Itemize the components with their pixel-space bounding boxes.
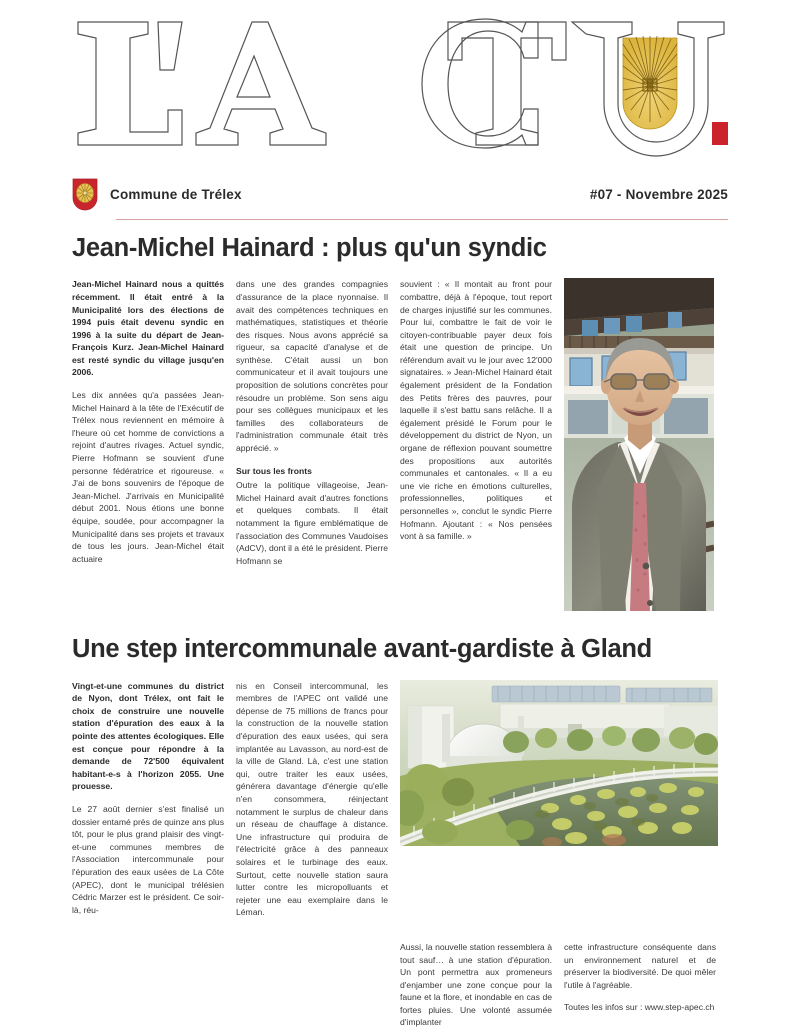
article2-column-3 bbox=[400, 941, 552, 1029]
article1-column-3 bbox=[400, 278, 552, 611]
masthead-period-square bbox=[712, 122, 728, 145]
paragraph: Le 27 août dernier s'est finalisé un dossier entamé près de quinze ans plus tôt, pour le plus grand plaisir des vingt-et-une communes membres de l'Association intercommunale pour l'épuration des eaux usées de La Côte (APEC), dont le municipal trélésien Cédric Marzer est le président. Ce soir-là, réu- bbox=[72, 803, 224, 915]
article2-column-4 bbox=[564, 941, 716, 1029]
article2-spacer-1 bbox=[72, 941, 224, 1029]
paragraph-lead: Vingt-et-une communes du district de Nyon, dont Trélex, ont fait le choix de construire une nouvelle station d'épuration des eaux à la pointe des attentes écologiques. Elle est conçue pour répondre à la demande de 72'500 équivalent habitant-e-s à l'horizon 2055. Une prouesse. bbox=[72, 680, 224, 792]
portrait-jean-michel-hainard bbox=[564, 278, 714, 611]
commune-name: Commune de Trélex bbox=[110, 186, 242, 202]
masthead bbox=[72, 0, 728, 168]
article-hainard bbox=[72, 220, 728, 611]
paragraph: cette infrastructure conséquente dans un environnement naturel et de préserver la biodiversité. De quoi mêler l'utile à l'agréable. bbox=[564, 941, 716, 990]
paragraph: Les dix années qu'a passées Jean-Michel Hainard à la tête de l'Exécutif de Trélex nous reviennent en mémoire à l'heure où cet homme de convictions a rejoint d'autres rivages. Actuel syndic, Pierre Hofmann se souvient d'une personne fédératrice et rigoureuse. « J'ai de bons souvenirs de l'époque de Jean-Michel. J'arrivais en Municipalité début 2001. Nous étions une bonne équipe, soudée, pour accompagner la Municipalité dans ses projets et travaux de tous les jours. Jean-Michel était actuaire bbox=[72, 390, 224, 564]
article-title-step-gland: Une step intercommunale avant-gardiste à Gland bbox=[72, 635, 652, 664]
article-step-gland bbox=[72, 611, 728, 1029]
article2-column-2 bbox=[236, 680, 388, 929]
footer-link[interactable]: Toutes les infos sur : www.step-apec.ch bbox=[564, 1002, 715, 1013]
header-bar bbox=[72, 168, 728, 220]
article1-column-1 bbox=[72, 278, 224, 611]
paragraph: Aussi, la nouvelle station ressemblera à tout sauf… à une station d'épuration. Un pont permettra aux promeneurs d'enjamber une zone conçue pour la faune et la flore, et inondable en cas de fortes pluies. Une volonté assumée d'implanter bbox=[400, 941, 552, 1028]
paragraph: Outre la politique villageoise, Jean-Michel Hainard avait d'autres fonctions et quelques combats. Il était notamment la figure emblématique de l'association des Communes Vaudoises (AdCV), dont il a été le président. Pierre Hofmann se bbox=[236, 480, 388, 566]
paragraph: dans une des grandes compagnies d'assurance de la place nyonnaise. Il avait des compétences techniques en mathématiques, statistiques et théorie des risques. Nous avons apprécié sa rigueur, sa capacité d'analyse et de synthèse. C'était aussi un bon communicateur et il avait toujours une proposition de solutions concrètes pour résoudre un problème. Son sens aigu pour ses collègues municipaux et les familles des collaborateurs de l'administration communale était très apprécié. » bbox=[236, 279, 388, 454]
paragraph: souvient : « Il montait au front pour combattre, déjà à l'époque, tout report de charges injustifié sur les communes. Pour lui, combattre le fait de voir le citoyen-contribuable payer deux fois était une question de principe. Un référendum avait vu le jour avec 12'000 signataires. » Jean-Michel Hainard était également président de la Fondation des Petits frères des pauvres, pour laquelle il s'est battu sans relâche. Il a également présidé le Forum pour le développement du district de Nyon, un organe de réflexion pouvant soumettre des propositions aux autorités communales et cantonales. « Il a eu une vie riche en émotions culturelles, professionnelles, politiques et personnelles », conclut le syndic Pierre Hofmann. Ajoutant : « Nos pensées vont à sa famille. » bbox=[400, 279, 552, 542]
article-title-hainard: Jean-Michel Hainard : plus qu'un syndic bbox=[72, 234, 547, 262]
rendering-station-epuration bbox=[400, 680, 718, 846]
issue-label: #07 - Novembre 2025 bbox=[589, 186, 728, 202]
header-divider bbox=[116, 219, 728, 220]
sunburst-shield-icon bbox=[623, 36, 677, 129]
article2-spacer-2 bbox=[236, 941, 388, 1029]
masthead-logo bbox=[72, 14, 728, 164]
paragraph-lead: Jean-Michel Hainard nous a quittés récemment. Il était entré à la Municipalité lors des élections de 1994 puis était devenu syndic en 1996 à la suite du départ de Jean-François Kurz. Jean-Michel Hainard est resté syndic du village jusqu'en 2006. bbox=[72, 279, 224, 378]
article2-column-1 bbox=[72, 680, 224, 929]
shield-sunburst-icon bbox=[72, 178, 98, 211]
article1-column-2 bbox=[236, 278, 388, 611]
subheading-sur-tous-les-fronts: Sur tous les fronts bbox=[236, 465, 312, 476]
paragraph: nis en Conseil intercommunal, les membres de l'APEC ont validé une dépense de 75 millions de francs pour la construction de la nouvelle station d'épuration des eaux usées, qui sera implantée au Lavasson, au nord-est de la ville de Gland. Là, c'est une station qui, outre traiter les eaux usées, générera davantage d'énergie qu'elle n'en consommera, réinjectant notamment le surplus de chaleur dans un réseau de chauffage à distance. Une infrastructure qui produira de l'électricité grâce à des panneaux solaires et le turbinage des eaux. Surtout, cette nouvelle station saura lutter contre les micropolluants et rejeter une eau exemplaire dans le Léman. bbox=[236, 680, 388, 918]
